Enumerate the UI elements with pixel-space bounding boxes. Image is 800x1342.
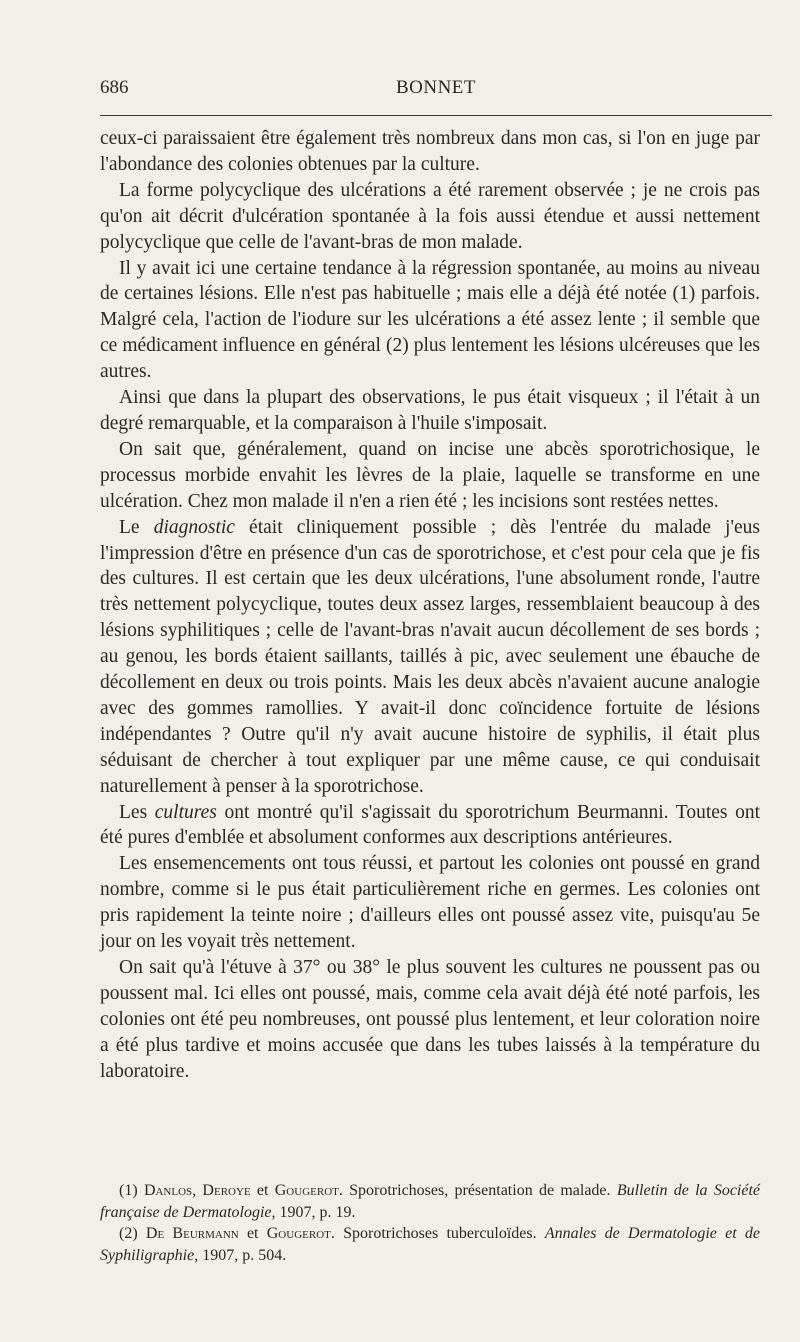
body-text [100,126,760,1085]
page-number: 686 [100,77,129,98]
text-run: . Sporotrichoses tuberculoïdes. [330,1225,545,1242]
paragraph [100,256,760,386]
text-run: Les [119,801,155,823]
paragraph [100,178,760,256]
author-name: Gougerot [266,1225,331,1242]
paragraph [100,800,760,852]
author-name: Gougerot [274,1182,339,1199]
header-rule [100,115,772,116]
paragraph [100,515,760,800]
italic-text: cultures [154,801,217,823]
footnote [100,1180,760,1223]
paragraph [100,437,760,515]
paragraph [100,851,760,955]
text-run: . Sporotrichoses, présentation de malade. [338,1182,617,1199]
text-run: 1907, p. 19. [275,1203,356,1221]
text-run: (1) [119,1182,144,1199]
paragraph [100,955,760,1085]
running-title: BONNET [395,77,477,98]
italic-text: Annales de Dermatologie et de Syphiligraphie, [100,1225,761,1264]
footnote [100,1223,760,1266]
text-run: et [250,1182,275,1199]
text-run: et [238,1225,267,1242]
italic-text: Bulletin de la Société française de Dermatologie, [100,1182,761,1221]
text-run: Les ensemencements ont tous réussi, et partout les colonies ont poussé en grand nombre, comme si le pus était particulièrement riche en germes. Les colonies ont pris rapidement la teinte noire ; d'ailleurs elles ont poussé assez vite, puisqu'au 5e jour on les voyait très nettement. [100,853,760,953]
text-run: On sait qu'à l'étuve à 37° ou 38° le plus souvent les cultures ne poussent pas ou poussent mal. Ici elles ont poussé, mais, comme cela avait déjà été noté parfois, les colonies ont été peu nombreuses, ont poussé plus lentement, et leur coloration noire a été plus tardive et moins accusée que dans les tubes laissés à la température du laboratoire. [100,957,760,1082]
text-run: Ainsi que dans la plupart des observations, le pus était visqueux ; il l'était à un degré remarquable, et la comparaison à l'huile s'imposait. [100,387,760,434]
text-run: Le [119,516,154,538]
text-run: 1907, p. 504. [198,1246,287,1264]
paragraph [100,126,760,178]
text-run: était cliniquement possible ; dès l'entrée du malade j'eus l'impression d'être en présence d'un cas de sporotrichose, et c'est pour cela que je fis des cultures. Il est certain que les deux ulcérations, l'une absolument ronde, l'autre très nettement polycyclique, toutes deux assez larges, ressemblaient beaucoup à des lésions syphilitiques ; celle de l'avant-bras n'avait aucun décollement de ses bords ; au genou, les bords étaient saillants, taillés à pic, avec seulement une ébauche de décollement en deux ou trois points. Mais les deux abcès n'avaient aucune analogie avec des gommes ramollies. Y avait-il donc coïncidence fortuite de lésions indépendantes ? Outre qu'il n'y avait aucune histoire de syphilis, il était plus séduisant de chercher à tout expliquer par une même cause, ce qui conduisait naturellement à penser à la sporotrichose. [100,516,760,797]
text-run: ceux-ci paraissaient être également très nombreux dans mon cas, si l'on en juge par l'abondance des colonies obtenues par la culture. [100,128,760,175]
text-run: On sait que, généralement, quand on incise une abcès sporotrichosique, le processus morbide envahit les lèvres de la plaie, laquelle se transforme en une ulcération. Chez mon malade il n'en a rien été ; les incisions sont restées nettes. [100,438,760,512]
text-run: Il y avait ici une certaine tendance à la régression spontanée, au moins au niveau de certaines lésions. Elle n'est pas habituelle ; mais elle a déjà été notée (1) parfois. Malgré cela, l'action de l'iodure sur les ulcérations a été assez lente ; il semble que ce médicament influence en général (2) plus lentement les lésions ulcéreuses que les autres. [100,257,760,383]
text-run: (2) [119,1225,146,1242]
author-name: Danlos, Deroye [143,1182,251,1199]
author-name: De Beurmann [145,1225,239,1242]
text-run: ont montré qu'il s'agissait du sporotrichum Beurmanni. Toutes ont été pures d'emblée et absolument conformes aux descriptions antérieures. [100,801,761,849]
running-head [100,75,772,101]
paragraph [100,385,760,437]
italic-text: diagnostic [153,516,235,538]
footnotes [100,1180,760,1266]
text-run: La forme polycyclique des ulcérations a été rarement observée ; je ne crois pas qu'on ait décrit d'ulcération spontanée à la fois aussi étendue et aussi nettement polycyclique que celle de l'avant-bras de mon malade. [100,179,760,253]
